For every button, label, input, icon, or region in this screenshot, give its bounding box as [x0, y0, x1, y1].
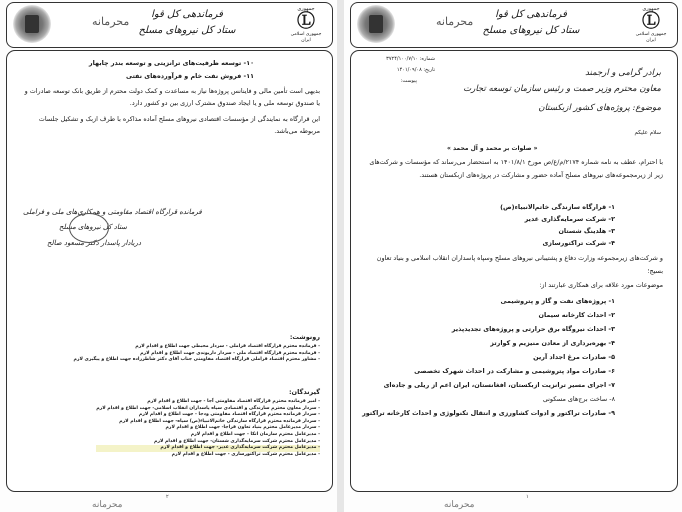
topic-item: ۳- احداث نیروگاه برق حرارتی و پروژه‌های تجدیدپذیر — [451, 325, 615, 333]
topic-item: ۲- احداث کارخانه سیمان — [538, 311, 615, 319]
recipient-item: - سردار فرمانده محترم قرارگاه سازندگی خاتم‌الانبیاء(ص) سپاه- جهت اطلاع و اقدام لازم — [119, 418, 320, 424]
salawat: « صلوات بر محمد و آل محمد » — [447, 145, 538, 152]
organization-name: فرماندهی کل قوا ستاد کل نیروهای مسلح — [482, 9, 580, 36]
recipients-heading: گیرندگان: — [288, 388, 320, 396]
letter-page-1 — [344, 0, 682, 512]
letterhead — [350, 2, 678, 48]
recipient-item: - مدیرعامل محترم سازمان اتکا - جهت اطلاع و اقدام لازم — [190, 431, 320, 437]
cc-heading: رونوشت: — [289, 333, 320, 341]
letter-page-2 — [0, 0, 337, 512]
greeting: سلام علیکم — [634, 130, 661, 136]
topics-heading: موضوعات مورد علاقه برای همکاری عبارتند از: — [539, 281, 663, 289]
classification-label: محرمانه — [436, 15, 474, 28]
topic-11: ۱۱- فروش نفت خام و فرآورده‌های نفتی — [125, 72, 254, 80]
recipient-item: - سردار معاون محترم سازندگی و اقتصادی سپاه پاسداران انقلاب اسلامی- جهت اطلاع و اقدام لازم — [96, 405, 320, 411]
company-item: ۱- قرارگاه سازندگی خاتم‌الانبیاء(ص) — [500, 203, 615, 211]
cc-item: - مشاور محترم اقتصاد فراملی قرارگاه اقتصاد مقاومتی جناب آقای دکتر شاطرزاده جهت اطلاع و پیگیری لازم — [73, 357, 320, 363]
companies-note: و شرکت‌های زیرمجموعه وزارت دفاع و پشتیبانی نیروهای مسلح وسپاه پاسداران انقلاب اسلامی و بنیاد تعاون بسیج؛ — [376, 254, 663, 275]
cc-item: - فرمانده محترم قرارگاه اقتصاد فراملی - سردار محبطی جهت اطلاع و اقدام لازم — [135, 344, 320, 349]
intro-paragraph: با احترام، عطف به نامه شماره ۲۱۷۴/م/غ/ص مورخ ۱۴۰۱/۸/۱ به استحضار می‌رساند که مؤسسات و شرکت‌های زیر از زیرمجموعه‌های نیروهای مسلح آماده حضور و مشارکت در پروژه‌های ازبکستان هستند. — [369, 158, 663, 179]
attachment-label: پیوست: — [400, 78, 417, 84]
iran-emblem-icon: جمهوری Ⓛ جمهوری اسلامی ایران — [635, 6, 667, 43]
topics-list — [362, 294, 615, 420]
page-number: ۱ — [526, 494, 529, 500]
cc-item: - فرمانده محترم قرارگاه اقتصاد ملی - سردار داریوندی جهت اطلاع و اقدام لازم — [140, 350, 320, 356]
armed-forces-seal-icon — [357, 5, 395, 43]
recipient-item: - سردار فرمانده محترم قرارگاه اقتصاد مقاومتی ودجا - جهت اطلاع و اقدام لازم — [138, 412, 320, 418]
footer-classification: محرمانه — [444, 500, 475, 510]
topic-item: ۴- بهره‌برداری از معادن منیزیم و کوارتز — [490, 339, 615, 347]
letter-body — [350, 50, 678, 492]
salutation: برادر گرامی و ارجمند — [585, 68, 661, 78]
company-item: ۲- شرکت سرمایه‌گذاری غدیر — [524, 215, 615, 223]
topic-10: ۱۰- توسعه ظرفیت‌های ترانزیتی و توسعه بندر چابهار — [88, 59, 254, 67]
number-label: شماره: — [419, 56, 435, 62]
recipients-list — [96, 399, 320, 458]
topic-item: ۶- صادرات مواد پتروشیمی و مشارکت در احداث شهرک تخصصی — [414, 367, 615, 375]
signature-scribble — [69, 213, 109, 243]
letter-body: ۱۰- توسعه ظرفیت‌های ترانزیتی و توسعه بندر چابهار ۱۱- فروش نفت خام و فرآورده‌های نفتی بدیهی است تأمین مالی و فاینانس پروژه‌ها نیاز به مساعدت و کمک دولت محترم از طریق بانک توسعه صادرات و یا صندوق توسعه ملی و یا ایجاد صندوق مشترک ارزی بین دو کشور دارد. این قرارگاه به نمایندگی از مؤسسات اقتصادی نیروهای مسلح آماده مذاکره با طرف ازبک و تشکیل جلسات مربوطه می‌باشد. فرمانده قرارگاه اقتصاد مقاومتی و همکاری‌های ملی و فراملی ستاد کل نیروهای مسلح دریادار پاسدار دکتر مسعود صالح رونوشت: - فرمانده محترم قرارگاه اقتصاد فراملی - سردار محبطی جهت اطلاع و اقدام لازم - فرمانده محترم قرارگاه اقتصاد ملی - سردار داریوندی جهت اطلاع و اقدام لازم - مشاور محترم اقتصاد فراملی قرارگاه اقتصاد مقاومتی جناب آقای دکتر شاطرزاده جهت اطلاع و پیگیری لازم گیرندگان: - امیر فرمانده محترم قرارگاه اقتصاد مقاومتی آجا - جهت اطلاع و اقدام لازم - سردار معاون محترم سازندگی و اقتصادی سپاه پاسداران انقلاب اسلامی- جهت اطلاع و اقدام لازم - سردار فرمانده محترم قرارگاه اقتصاد مقاومتی ودجا - جهت اطلاع و اقدام لازم - سردار فرمانده محترم قرارگاه سازندگی خاتم‌الانبیاء(ص) سپاه- جهت اطلاع و اقدام لازم - سردار مدیرعامل محترم بنیاد تعاون فراجا- جهت اطلاع و اقدام لازم - مدیرعامل محترم سازمان اتکا - جهت اطلاع و اقدام لازم - مدیرعامل محترم شرکت سرمایه‌گذاری شستان- جهت اطلاع و اقدام لازم - مدیرعامل محترم شرکت سرمایه‌گذاری غدیر- جهت اطلاع و اقدام لازم - مدیرعامل محترم شرکت تراکتورسازی - جهت اطلاع و اقدام لازم — [6, 50, 333, 492]
recipient-item: - مدیرعامل محترم شرکت تراکتورسازی - جهت اطلاع و اقدام لازم — [171, 451, 320, 457]
classification-label: محرمانه — [92, 15, 130, 28]
number-value: ۳۷۲۴/۱۰۰/۷/۱۰ — [386, 56, 419, 62]
iran-emblem-icon: جمهوری Ⓛ جمهوری اسلامی ایران — [290, 6, 322, 43]
company-item: ۳- هلدینگ شستان — [558, 227, 615, 235]
page-number: ۲ — [166, 494, 169, 500]
addressee: معاون محترم وزیر صمت و رئیس سازمان توسعه تجارت — [463, 84, 661, 94]
topic-item: ۱- پروژه‌های نفت و گاز و پتروشیمی — [500, 297, 615, 305]
cc-list — [74, 344, 320, 364]
recipient-item: - امیر فرمانده محترم قرارگاه اقتصاد مقاومتی آجا - جهت اطلاع و اقدام لازم — [147, 399, 320, 404]
financing-paragraph: بدیهی است تأمین مالی و فاینانس پروژه‌ها نیاز به مساعدت و کمک دولت محترم از طریق بانک توسعه صادرات و یا صندوق توسعه ملی و یا ایجاد صندوق مشترک ارزی بین دو کشور دارد. — [24, 87, 320, 107]
footer-classification: محرمانه — [92, 500, 123, 510]
recipient-item: - مدیرعامل محترم شرکت سرمایه‌گذاری غدیر- جهت اطلاع و اقدام لازم — [96, 445, 320, 452]
date-value: ۱۴۰۱/۰۹/۰۸ — [396, 67, 422, 73]
topic-item: ۹- صادرات تراکتور و ادوات کشاورزی و انتقال تکنولوژی و احداث کارخانه تراکتور — [362, 409, 615, 417]
companies-list — [500, 201, 615, 249]
topic-item: ۸- ساخت برج‌های مسکونی — [542, 395, 615, 403]
date-label: تاریخ: — [423, 67, 435, 73]
organization-name: فرماندهی کل قوا ستاد کل نیروهای مسلح — [138, 9, 236, 36]
subject-line: موضوع: پروژه‌های کشور ازبکستان — [538, 103, 661, 113]
letterhead — [6, 2, 333, 48]
negotiation-paragraph: این قرارگاه به نمایندگی از مؤسسات اقتصادی نیروهای مسلح آماده مذاکره با طرف ازبک و تشکیل جلسات مربوطه می‌باشد. — [38, 115, 320, 135]
topic-item: ۵- صادرات مرغ اجداد آرین — [533, 353, 615, 361]
recipient-item: - مدیرعامل محترم شرکت سرمایه‌گذاری شستان- جهت اطلاع و اقدام لازم — [154, 438, 320, 444]
recipient-item: - سردار مدیرعامل محترم بنیاد تعاون فراجا- جهت اطلاع و اقدام لازم — [165, 425, 320, 431]
armed-forces-seal-icon — [13, 5, 51, 43]
topic-item: ۷- اجرای مسیر ترانزیت ازبکستان، افغانستان، ایران اعم از ریلی و جاده‌ای — [383, 381, 615, 389]
page-gutter — [337, 0, 344, 512]
company-item: ۴- شرکت تراکتورسازی — [542, 239, 615, 247]
